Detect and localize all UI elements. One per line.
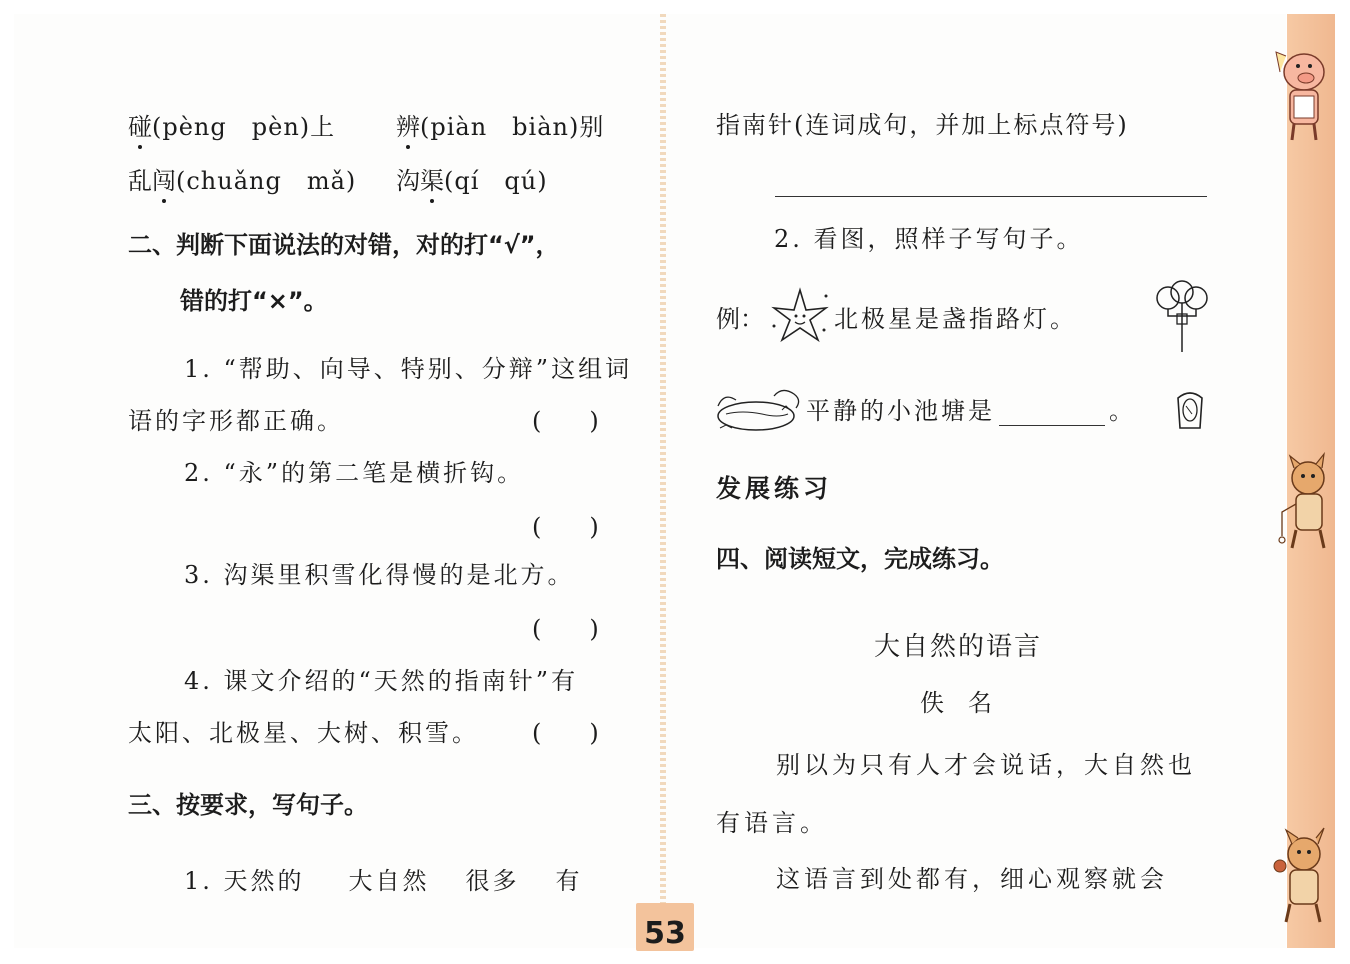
section-2-heading: 二、判断下面说法的对错，对的打“√”， <box>128 231 560 259</box>
pinyin-options: (piàn biàn) <box>420 113 580 141</box>
question-1-cont: 语的字形都正确。 <box>128 407 344 435</box>
pinyin-options: (chuǎng mǎ) <box>176 167 357 195</box>
s3-question-1-cont: 指南针(连词成句，并加上标点符号) <box>716 111 1129 139</box>
exercise-sentence <box>806 396 1136 426</box>
street-lamp-icon <box>1152 280 1212 354</box>
question-1: 1. “帮助、向导、特别、分辩”这组词 <box>184 355 633 383</box>
section-4-heading: 四、阅读短文，完成练习。 <box>716 545 1004 573</box>
paragraph-2: 这语言到处都有，细心观察就会 <box>776 865 1168 893</box>
word-pre: 乱 <box>128 167 152 195</box>
dog-mascot-icon <box>1272 452 1336 562</box>
article-author: 佚 名 <box>920 689 992 717</box>
dotted-char: 渠 <box>420 167 444 195</box>
question-2: 2. “永”的第二笔是横折钩。 <box>184 459 525 487</box>
fill-blank[interactable] <box>999 401 1105 426</box>
fox-mascot-icon <box>1272 826 1336 936</box>
section-2-heading-cont: 错的打“×”。 <box>180 287 328 315</box>
pig-mascot-icon <box>1272 42 1336 152</box>
word-rest: 上 <box>310 113 335 141</box>
word-card: 很多 <box>465 867 520 895</box>
word-card: 天然的 <box>223 867 305 895</box>
question-3: 3. 沟渠里积雪化得慢的是北方。 <box>184 561 575 589</box>
mirror-icon <box>1174 388 1206 432</box>
pinyin-line-2 <box>128 166 356 196</box>
pinyin-options: (pèng pèn) <box>152 113 311 141</box>
answer-paren-3[interactable]: ( ) <box>532 615 599 643</box>
dotted-char: 碰 <box>128 113 152 141</box>
answer-paren-2[interactable]: ( ) <box>532 513 599 541</box>
article-title: 大自然的语言 <box>874 632 1043 662</box>
answer-paren-4[interactable]: ( ) <box>532 719 599 747</box>
question-number: 1. <box>184 867 213 895</box>
example-sentence: 北极星是盏指路灯。 <box>834 305 1077 333</box>
dotted-char: 闯 <box>152 167 176 195</box>
answer-line[interactable] <box>775 196 1207 197</box>
word-pre: 沟 <box>396 167 420 195</box>
dotted-char: 辨 <box>396 113 420 141</box>
pinyin-line-2b <box>396 166 548 196</box>
word-card: 大自然 <box>348 867 430 895</box>
exercise-sentence-start: 平静的小池塘是 <box>806 397 995 425</box>
paragraph-1: 别以为只有人才会说话，大自然也 <box>776 751 1196 779</box>
star-icon <box>768 286 832 350</box>
s3-question-2: 2. 看图，照样子写句子。 <box>774 225 1084 253</box>
pinyin-options: (qí qú) <box>444 167 548 195</box>
answer-paren-1[interactable]: ( ) <box>532 407 599 435</box>
development-heading: 发展练习 <box>716 474 833 503</box>
page-number: 53 <box>644 916 686 951</box>
word-card: 有 <box>555 867 583 895</box>
pinyin-line-1b <box>396 112 603 142</box>
s3-question-1 <box>184 866 583 896</box>
exercise-sentence-end: 。 <box>1109 397 1136 425</box>
page-fold <box>660 14 666 948</box>
question-4-cont: 太阳、北极星、大树、积雪。 <box>128 719 479 747</box>
word-rest: 别 <box>579 113 604 141</box>
paragraph-1-cont: 有语言。 <box>716 809 828 837</box>
example-label: 例： <box>716 305 764 333</box>
pinyin-line-1 <box>128 112 334 142</box>
pond-icon <box>712 384 804 436</box>
question-4: 4. 课文介绍的“天然的指南针”有 <box>184 667 579 695</box>
section-3-heading: 三、按要求，写句子。 <box>128 791 368 819</box>
